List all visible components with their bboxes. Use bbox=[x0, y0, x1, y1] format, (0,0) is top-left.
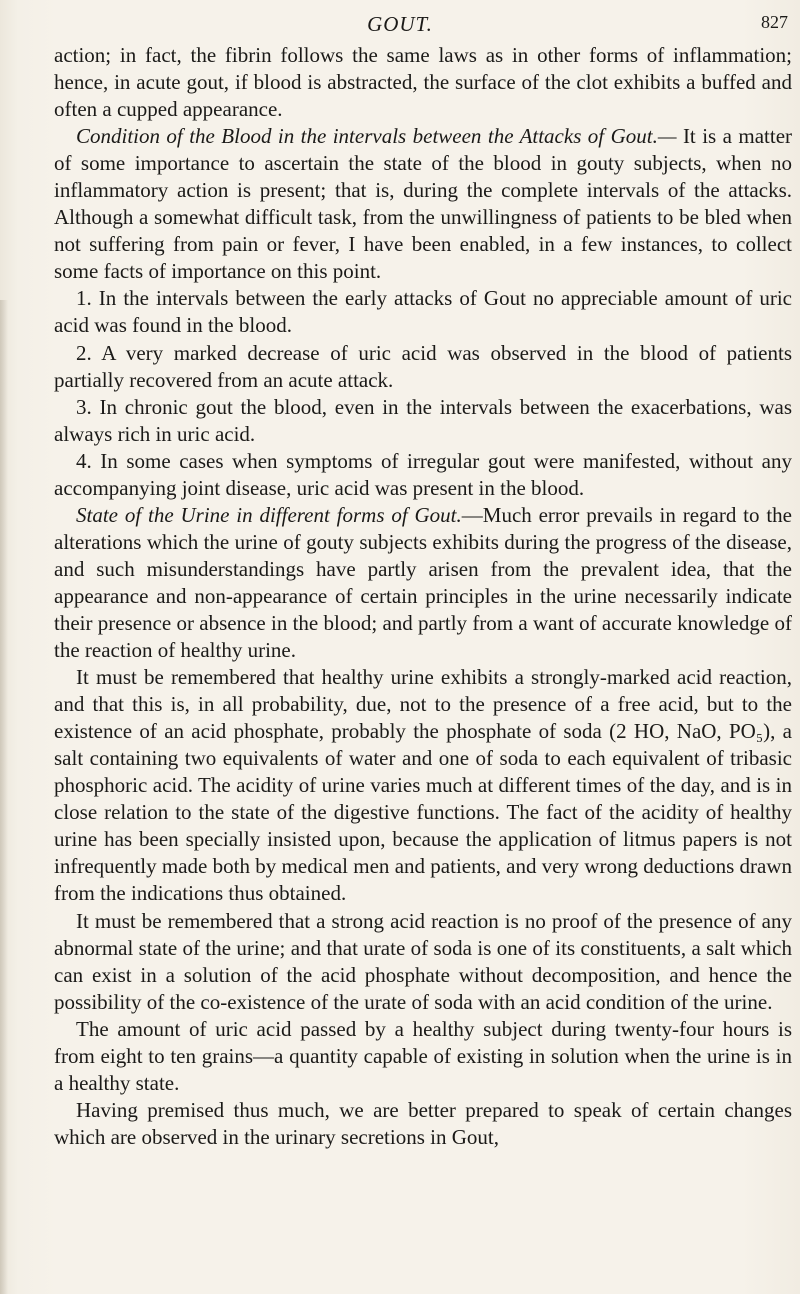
paragraph-text: 4. In some cases when symptoms of irregular gout were manifested, without any accompanying joint disease, uric acid was present in the blood. bbox=[54, 448, 792, 500]
paragraph-closing bbox=[54, 1097, 792, 1151]
running-title: GOUT. bbox=[367, 12, 433, 36]
numbered-finding-1 bbox=[54, 285, 792, 339]
paragraph-urine-forms bbox=[54, 502, 792, 664]
paragraph-text: 3. In chronic gout the blood, even in the intervals between the exacerbations, was always rich in uric acid. bbox=[54, 394, 792, 446]
paragraph-text: —Much error prevails in regard to the alterations which the urine of gouty subjects exhibits during the progress of the disease, and such misunderstandings have partly arisen from the prevalent idea, that the appearance and non-appearance of certain principles in the urine necessarily indicate their presence or absence in the blood; and partly from a want of accurate knowledge of the reaction of healthy urine. bbox=[54, 502, 792, 663]
paragraph-text: It is a matter of some importance to ascertain the state of the blood in gouty subjects, when no inflammatory action is present; that is, during the complete intervals of the attacks. Although a somewhat difficult task, from the unwillingness of patients to be bled when not suffering from pain or fever, I have been enabled, in a few instances, to collect some facts of importance on this point. bbox=[54, 124, 793, 284]
running-head bbox=[0, 12, 800, 42]
paragraph-acid-reaction bbox=[54, 908, 792, 1016]
page-number: 827 bbox=[761, 12, 788, 32]
numbered-finding-2 bbox=[54, 340, 792, 394]
section-heading-urine-forms: State of the Urine in different forms of Gout. bbox=[76, 502, 462, 527]
paragraph-text: It must be remembered that healthy urine exhibits a strongly-marked acid reaction, and that this is, in all probability, due, not to the presence of a free acid, but to the existence of an acid phosphate, probably the phosphate of soda (2 HO, NaO, PO₅), a salt containing two equivalents of water and one of soda to each equivalent of tribasic phosphoric acid. The acidity of urine varies much at different times of the day, and is in close relation to the state of the digestive functions. The fact of the acidity of healthy urine has been specially insisted upon, because the application of litmus papers is not infrequently made both by medical men and patients, and very wrong deductions drawn from the indications thus obtained. bbox=[54, 665, 792, 906]
paragraph-text: It must be remembered that a strong acid reaction is no proof of the presence of any abnormal state of the urine; and that urate of soda is one of its constituents, a salt which can exist in a solution of the acid phosphate without decomposition, and hence the possibility of the co-existence of the urate of soda with an acid condition of the urine. bbox=[54, 908, 792, 1014]
paragraph-text: action; in fact, the fibrin follows the same laws as in other forms of inflammation; hence, in acute gout, if blood is abstracted, the surface of the clot exhibits a buffed and often a cupped appearance. bbox=[54, 43, 792, 122]
paragraph-text: 2. A very marked decrease of uric acid was observed in the blood of patients partially recovered from an acute attack. bbox=[54, 340, 792, 392]
numbered-finding-4 bbox=[54, 448, 792, 502]
paragraph-text: The amount of uric acid passed by a healthy subject during twenty-four hours is from eight to ten grains—a quantity capable of existing in solution when the urine is in a healthy state. bbox=[54, 1016, 792, 1095]
paragraph-healthy-urine bbox=[54, 664, 792, 907]
paragraph-text: 1. In the intervals between the early attacks of Gout no appreciable amount of uric acid was found in the blood. bbox=[54, 286, 792, 338]
paragraph-continuation bbox=[54, 42, 792, 123]
paragraph-uric-amount bbox=[54, 1016, 792, 1097]
page-gutter-shadow bbox=[0, 300, 8, 1294]
paragraph-text: Having premised thus much, we are better prepared to speak of certain changes which are observed in the urinary secretions in Gout, bbox=[54, 1097, 792, 1149]
section-heading-blood-intervals: Condition of the Blood in the intervals between the Attacks of Gout.— bbox=[76, 124, 677, 149]
body-text bbox=[54, 42, 792, 1151]
paragraph-blood-intervals bbox=[54, 123, 792, 285]
numbered-finding-3 bbox=[54, 394, 792, 448]
